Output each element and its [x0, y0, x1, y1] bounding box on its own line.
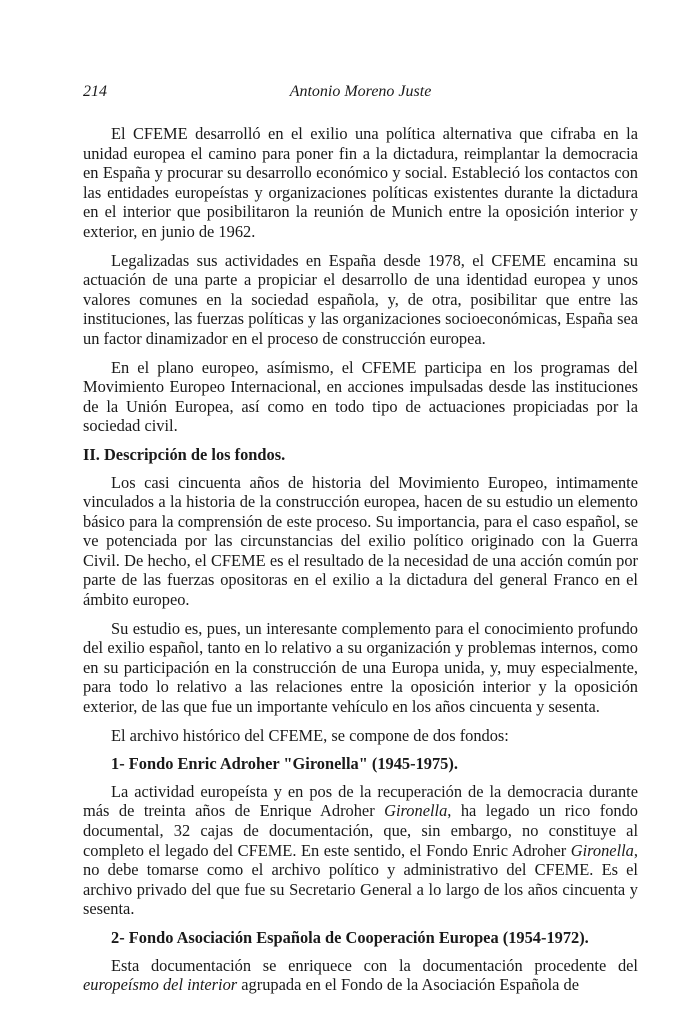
text-run: La actividad europeísta y en pos de la recuperación de la democracia durante más de treinta años de Enrique Adroher [83, 781, 638, 821]
page-number: 214 [83, 83, 107, 100]
subheading-fondo-2: 2- Fondo Asociación Española de Cooperación Europea (1954-1972). [111, 927, 589, 947]
paragraph-2: Legalizadas sus actividades en España desde 1978, el CFEME encamina su actuación de una parte a propiciar el desarrollo de una identidad europea y unos valores comunes en la sociedad española, y, de otra, posibilitar que entre las instituciones, las fuerzas políticas y las organizaciones socioeconómicas, España sea un factor dinamizador en el proceso de construcción europea. [83, 250, 638, 348]
text-run: , ha legado un rico fondo documental, 32 cajas de documentación, que, sin embargo, no constituye al completo el legado del CFEME. En este sentido, el Fondo Enric Adroher [83, 801, 639, 860]
subheading-fondo-1: 1- Fondo Enric Adroher "Gironella" (1945-1975). [111, 754, 458, 774]
paragraph-7 [83, 782, 638, 919]
paragraph-3: En el plano europeo, asímismo, el CFEME participa en los programas del Movimiento Europeo Internacional, en acciones impulsadas desde las instituciones de la Unión Europea, así como en todo tipo de actuaciones propiciadas por la sociedad civil. [83, 357, 638, 436]
paragraph-1: El CFEME desarrolló en el exilio una política alternativa que cifraba en la unidad europea el camino para poner fin a la dictadura, reimplantar la democracia en España y procurar su desarrollo económico y social. Estableció los contactos con las entidades europeístas y organizaciones políticas existentes durante la dictadura en el interior que posibilitaron la reunión de Munich entre la oposición interior y exterior, en junio de 1962. [83, 124, 638, 241]
paragraph-4: Los casi cincuenta años de historia del Movimiento Europeo, intimamente vinculados a la historia de la construcción europea, hacen de su estudio un elemento básico para la comprensión de este proceso. Su importancia, para el caso español, se ve potenciada por las circunstancias del exilio político originado con la Guerra Civil. De hecho, el CFEME es el resultado de la necesidad de una acción común por parte de las fuerzas opositoras en el exilio a la dictadura del general Franco en el ámbito europeo. [83, 472, 638, 610]
document-page [83, 82, 638, 1004]
italic-name: Gironella [384, 801, 448, 821]
italic-term: europeísmo del interior [83, 975, 238, 995]
running-header [83, 82, 638, 104]
paragraph-5: Su estudio es, pues, un interesante complemento para el conocimiento profundo del exilio español, tanto en lo relativo a su organización y problemas internos, como en su participación en la construcción de una Europa unida, y, muy especialmente, para todo lo relativo a las relaciones entre la oposición interior y la oposición exterior, de las que fue un importante vehículo en los años cincuenta y sesenta. [83, 618, 638, 717]
section-heading: II. Descripción de los fondos. [83, 444, 286, 464]
text-run: Esta documentación se enriquece con la documentación procedente del [111, 955, 638, 975]
text-run: , no debe tomarse como el archivo político y administrativo del CFEME. Es el archivo privado del que fue su Secretario General a lo largo de los años cincuenta y sesenta. [83, 840, 638, 919]
paragraph-6: El archivo histórico del CFEME, se compone de dos fondos: [111, 725, 509, 745]
running-title: Antonio Moreno Juste [289, 83, 432, 100]
italic-name: Gironella [570, 840, 634, 860]
text-run: agrupada en el Fondo de la Asociación Española de [237, 975, 580, 995]
paragraph-8 [83, 956, 638, 995]
